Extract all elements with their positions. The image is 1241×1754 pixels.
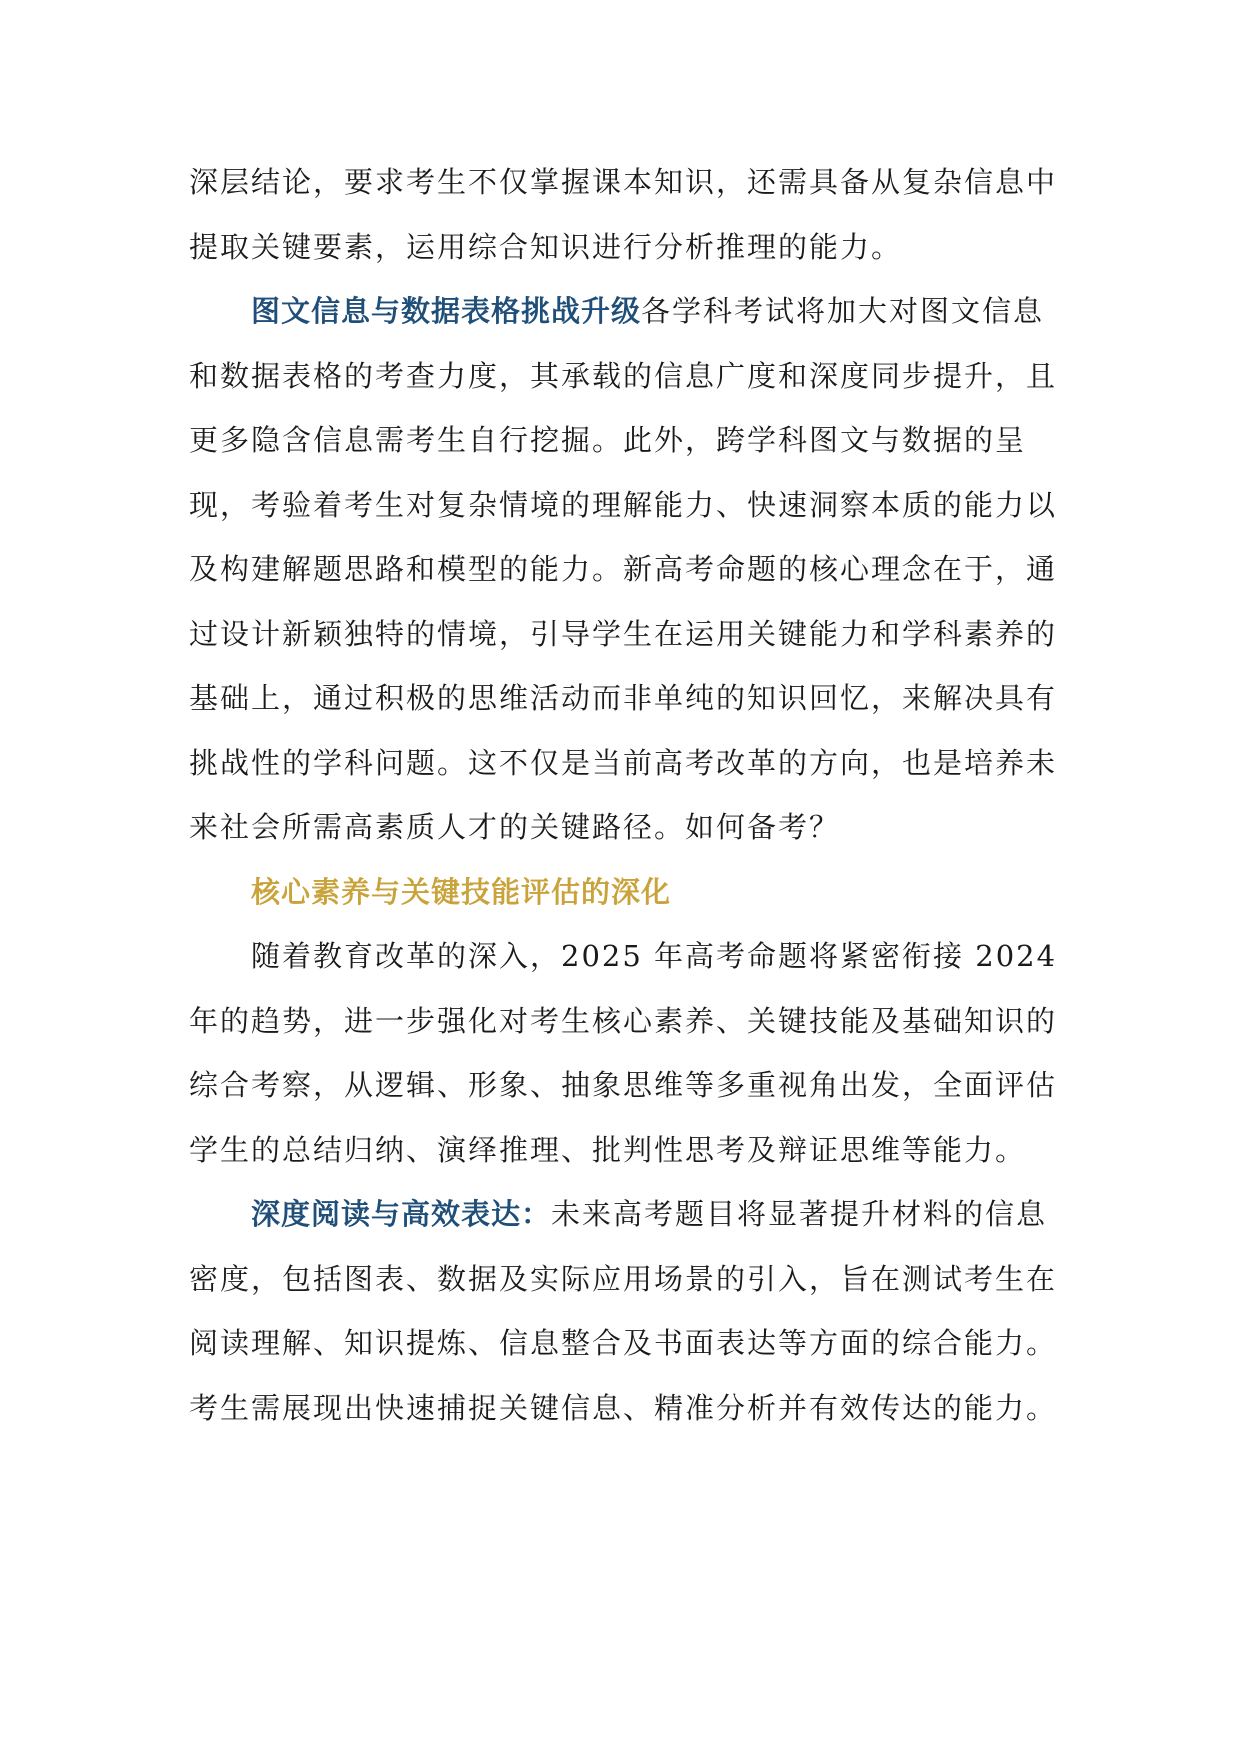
paragraph-text: 随着教育改革的深入，2025 年高考命题将紧密衔接 2024 年的趋势，进一步强化对考生核心素养、关键技能及基础知识的综合考察，从逻辑、形象、抽象思维等多重视角出发，全面评估学生的总结归纳、演绎推理、批判性思考及辩证思维等能力。 [189,939,1058,1167]
article-body [189,150,1069,1440]
paragraph-deep-reading [189,1182,1069,1440]
paragraph-text: 未来高考题目将显著提升材料的信息密度，包括图表、数据及实际应用场景的引入，旨在测试考生在阅读理解、知识提炼、信息整合及书面表达等方面的综合能力。考生需展现出快速捕捉关键信息、精准分析并有效传达的能力。 [189,1197,1058,1425]
section-heading: 核心素养与关键技能评估的深化 [251,874,672,909]
keyword-chart-info: 图文信息与数据表格挑战升级 [251,294,642,328]
keyword-deep-reading: 深度阅读与高效表达： [251,1197,552,1231]
paragraph-continuation [189,150,1069,279]
paragraph-core-literacy [189,924,1069,1182]
paragraph-text: 各学科考试将加大对图文信息和数据表格的考查力度，其承载的信息广度和深度同步提升，且更多隐含信息需考生自行挖掘。此外，跨学科图文与数据的呈现，考验着考生对复杂情境的理解能力、快速洞察本质的能力以及构建解题思路和模型的能力。新高考命题的核心理念在于，通过设计新颖独特的情境，引导学生在运用关键能力和学科素养的基础上，通过积极的思维活动而非单纯的知识回忆，来解决具有挑战性的学科问题。这不仅是当前高考改革的方向，也是培养未来社会所需高素质人才的关键路径。如何备考？ [189,294,1058,844]
paragraph-text: 深层结论，要求考生不仅掌握课本知识，还需具备从复杂信息中提取关键要素，运用综合知识进行分析推理的能力。 [189,165,1058,264]
paragraph-chart-info [189,279,1069,860]
